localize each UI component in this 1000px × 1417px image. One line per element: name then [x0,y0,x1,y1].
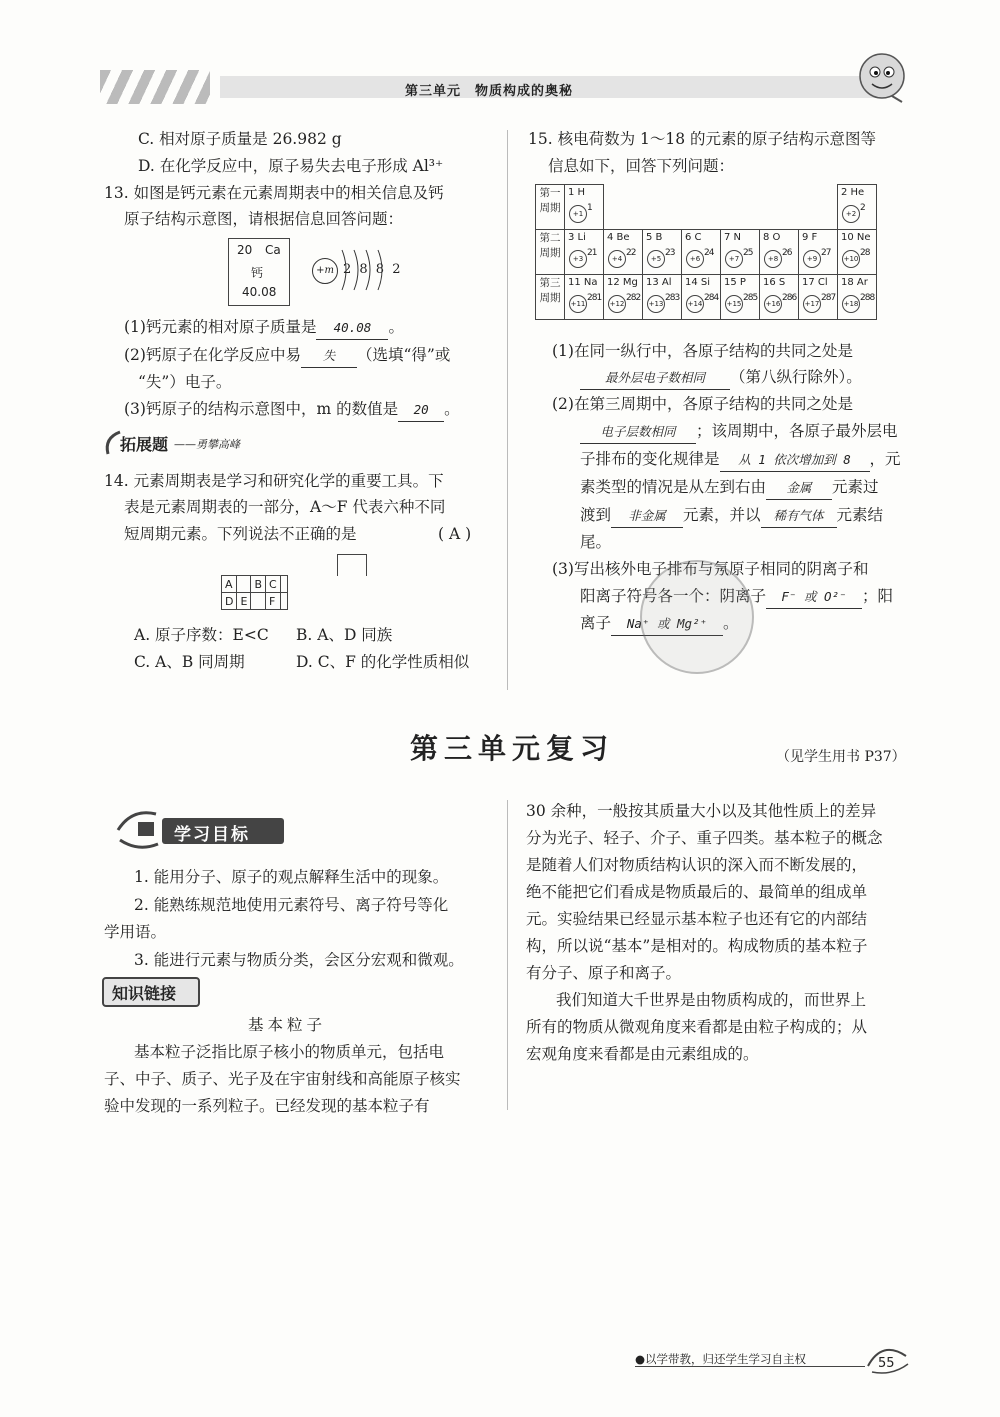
element-shells: 25 [743,248,753,258]
particles-subtitle: 基本粒子 [248,1016,327,1034]
q14-cell [251,593,266,610]
element-cell [721,275,760,320]
element-symbol: 14 Si [685,277,711,288]
q15-3-text: ；阳 [862,587,894,605]
element-symbol: 13 Al [646,277,672,288]
element-nucleus: +18 [842,295,860,313]
element-cell [604,275,643,320]
particles-para-line1: 基本粒子泛指比原子核小的物质单元，包括电 [134,1043,445,1061]
q15-2-line6: 尾。 [580,533,612,551]
page-number: 55 [878,1356,895,1371]
q13-stem-line2: 原子结构示意图，请根据信息回答问题： [124,210,404,228]
right-para-line8: 我们知道大千世界是由物质构成的，而世界上 [556,991,867,1009]
element-nucleus: +14 [686,295,704,313]
q13-2 [124,344,450,368]
q14-option-b: B. A、D 同族 [296,626,393,644]
element-nucleus: +16 [764,295,782,313]
element-cell [565,230,604,275]
element-symbol: 15 P [724,277,746,288]
q15-2-answer2: 从 1 依次增加到 8 [720,449,870,472]
column-divider-lower [507,800,508,1110]
element-nucleus: +17 [803,295,821,313]
q13-1-end: 。 [388,318,404,336]
element-shells: 24 [704,248,714,258]
right-para-line9: 所有的物质从微观角度来看都是由粒子构成的；从 [526,1018,868,1036]
element-symbol: 16 S [763,277,786,288]
column-divider [507,130,508,690]
q14-stem-line3: 短周期元素。下列说法不正确的是 [124,525,357,543]
right-para-line2: 分为光子、轻子、介子、重子四类。基本粒子的概念 [526,829,883,847]
footer-slogan: ●以学带教，归还学生学习自主权 [635,1352,807,1366]
q13-1 [124,316,404,340]
element-symbol: 7 N [724,232,742,243]
q14-cell: D [222,593,237,610]
q15-stem-line1: 15. 核电荷数为 1～18 的元素的原子结构示意图等 [528,130,877,148]
element-symbol: 6 C [685,232,702,243]
ca-shell-electrons: 2 8 8 2 [343,262,403,277]
circular-stamp [640,560,754,674]
ca-shell-arcs [338,242,398,298]
q14-stem-line2: 表是元素周期表的一部分，A～F 代表六种不同 [124,498,446,516]
q14-top-cell [337,554,367,576]
q15-2-text: ；该周期中，各原子最外层电 [696,422,898,440]
ca-nucleus: +m [312,258,338,284]
right-para-line10: 宏观角度来看都是由元素组成的。 [526,1045,759,1063]
ca-name: 钙 [251,266,264,280]
element-shells: 284 [704,293,719,303]
review-reference: （见学生用书 P37） [776,749,906,765]
element-shells: 1 [587,203,592,213]
q15-2-text: 元素，并以 [683,506,761,524]
element-shells: 26 [782,248,792,258]
goals-banner [112,806,312,854]
element-symbol: 1 H [568,187,586,198]
element-nucleus: +7 [725,250,743,268]
element-cell [760,275,799,320]
q14-cell: A [222,576,237,593]
q14-option-c: C. A、B 同周期 [134,653,245,671]
element-symbol: 4 Be [607,232,630,243]
element-cell [682,275,721,320]
q15-2-text: ，元 [869,450,901,468]
element-cell [643,230,682,275]
element-cell [838,185,877,230]
goal-2-line1: 2. 能熟练规范地使用元素符号、离子符号等化 [134,896,449,914]
q15-3-text: 离子 [580,614,612,632]
calcium-element-card [228,238,290,306]
element-nucleus: +1 [569,205,587,223]
q14-cell [280,593,287,610]
element-nucleus: +11 [569,295,587,313]
right-para-line6: 构，所以说“基本”是相对的。构成物质的基本粒子 [526,937,868,955]
element-shells: 2 [860,203,865,213]
element-shells: 286 [782,293,797,303]
element-nucleus: +4 [608,250,626,268]
extension-banner [102,428,302,458]
q14-cell: B [251,576,266,593]
q15-1-line2 [580,366,862,390]
element-symbol: 3 Li [568,232,586,243]
right-para-line1: 30 余种，一般按其质量大小以及其他性质上的差异 [526,802,877,820]
element-symbol: 18 Ar [841,277,868,288]
element-cell [760,230,799,275]
q15-2-answer4: 非金属 [611,505,683,528]
element-shells: 285 [743,293,758,303]
q14-stem-line1: 14. 元素周期表是学习和研究化学的重要工具。下 [104,472,444,490]
page-header-title: 第三单元 物质构成的奥秘 [405,84,574,99]
element-cell [643,275,682,320]
q15-2-answer1: 电子层数相同 [580,421,696,444]
header-stripes [100,70,210,104]
q14-cell: E [237,593,251,610]
element-cell [838,230,877,275]
q13-3-text: (3)钙原子的结构示意图中，m 的数值是 [124,400,399,418]
ca-symbol: Ca [265,243,281,257]
period-label: 第二周期 [536,230,565,275]
q14-answer: ( A ) [438,525,472,543]
q13-2-line2: “失”）电子。 [138,373,232,391]
q15-3-answer2: Na⁺ 或 Mg²⁺ [611,613,723,636]
goal-3: 3. 能进行元素与物质分类，会区分宏观和微观。 [134,951,464,969]
element-shells: 22 [626,248,636,258]
q15-3-text: 阳离子符号各一个：阴离子 [580,587,767,605]
q14-cell: F [265,593,280,610]
element-shells: 282 [626,293,641,303]
q12-option-d: D. 在化学反应中，原子易失去电子形成 Al³⁺ [138,157,444,175]
q15-3-answer1: F⁻ 或 O²⁻ [766,586,862,609]
review-title: 第三单元复习 [410,732,615,765]
period-label: 第三周期 [536,275,565,320]
element-nucleus: +15 [725,295,743,313]
extension-sub: ——勇攀高峰 [174,438,240,451]
q13-2-answer: 失 [301,345,357,368]
q15-1-note: （第八纵行除外）。 [730,368,862,386]
element-shells: 281 [587,293,602,303]
element-shells: 283 [665,293,680,303]
element-cell [799,275,838,320]
element-nucleus: +8 [764,250,782,268]
table-gap [604,185,838,230]
header-band [100,70,900,104]
q15-3-line1: (3)写出核外电子排布与氖原子相同的阴离子和 [552,560,869,578]
element-shells: 287 [821,293,836,303]
element-shells: 21 [587,248,597,258]
element-symbol: 5 B [646,232,663,243]
element-cell [682,230,721,275]
q15-1-answer: 最外层电子数相同 [580,367,730,390]
goal-1: 1. 能用分子、原子的观点解释生活中的现象。 [134,868,449,886]
element-shells: 27 [821,248,831,258]
goals-label: 学习目标 [174,825,250,845]
element-cell [799,230,838,275]
element-nucleus: +3 [569,250,587,268]
q13-3-end: 。 [444,400,460,418]
q15-2-answer3: 金属 [766,477,832,500]
footer-rule [635,1366,865,1367]
periodic-table [535,184,877,320]
element-cell [604,230,643,275]
q15-2-line1: (2)在第三周期中，各原子结构的共同之处是 [552,395,853,413]
extension-label: 拓展题 [120,435,169,454]
goal-2-line2: 学用语。 [104,923,167,941]
element-cell [565,275,604,320]
element-shells: 288 [860,293,875,303]
q15-2-answer5: 稀有气体 [761,505,837,528]
q13-stem-line1: 13. 如图是钙元素在元素周期表中的相关信息及钙 [104,184,444,202]
element-shells: 28 [860,248,870,258]
q15-2-line5 [580,504,883,528]
right-para-line7: 有分子、原子和离子。 [526,964,682,982]
q13-1-answer: 40.08 [316,317,388,340]
ca-mass: 40.08 [242,285,277,299]
right-para-line5: 元。实验结果已经显示基本粒子也还有它的内部结 [526,910,868,928]
element-cell [565,185,604,230]
q15-2-line3 [580,448,901,472]
element-symbol: 2 He [841,187,865,198]
element-cell [721,230,760,275]
q15-2-text: 子排布的变化规律是 [580,450,720,468]
element-nucleus: +13 [647,295,665,313]
knowledge-link-label: 知识链接 [112,984,177,1003]
q14-cell [237,576,251,593]
element-shells: 23 [665,248,675,258]
right-para-line3: 是随着人们对物质结构认识的深入而不断发展的， [526,856,868,874]
element-nucleus: +2 [842,205,860,223]
element-nucleus: +5 [647,250,665,268]
element-symbol: 17 Cl [802,277,828,288]
element-nucleus: +6 [686,250,704,268]
q14-cell: C [265,576,280,593]
element-symbol: 11 Na [568,277,598,288]
particles-para-line2: 子、中子、质子、光子及在宇宙射线和高能原子核实 [104,1070,461,1088]
right-para-line4: 绝不能把它们看成是物质最后的、最简单的组成单 [526,883,868,901]
q15-2-text: 元素结 [836,506,884,524]
element-cell [838,275,877,320]
element-symbol: 10 Ne [841,232,871,243]
q13-3-answer: 20 [398,399,444,422]
q15-2-line4 [580,476,879,500]
q15-1-line1: (1)在同一纵行中，各原子结构的共同之处是 [552,342,853,360]
q13-2-text: (2)钙原子在化学反应中易 [124,346,301,364]
ca-atomic-number: 20 [237,243,253,257]
q14-option-a: A. 原子序数：E<C [134,626,269,644]
q15-2-text: 元素过 [832,478,879,496]
element-symbol: 9 F [802,232,818,243]
q15-2-line2 [580,420,898,444]
q15-stem-line2: 信息如下，回答下列问题： [548,157,735,175]
element-nucleus: +9 [803,250,821,268]
mascot-icon [856,50,908,104]
q13-1-text: (1)钙元素的相对原子质量是 [124,318,317,336]
q15-2-text: 素类型的情况是从左到右由 [580,478,767,496]
element-nucleus: +10 [842,250,860,268]
element-symbol: 12 Mg [607,277,638,288]
q14-option-d: D. C、F 的化学性质相似 [296,653,470,671]
q15-2-text: 渡到 [580,506,612,524]
q15-3-text: 。 [723,614,739,632]
q13-2-hint: （选填“得”或 [356,346,451,364]
q14-cell [280,576,287,593]
element-symbol: 8 O [763,232,781,243]
period-label: 第一周期 [536,185,565,230]
particles-para-line3: 验中发现的一系列粒子。已经发现的基本粒子有 [104,1097,430,1115]
q13-3 [124,398,460,422]
knowledge-link-badge [102,977,200,1007]
q12-option-c: C. 相对原子质量是 26.982 g [138,130,342,148]
element-nucleus: +12 [608,295,626,313]
